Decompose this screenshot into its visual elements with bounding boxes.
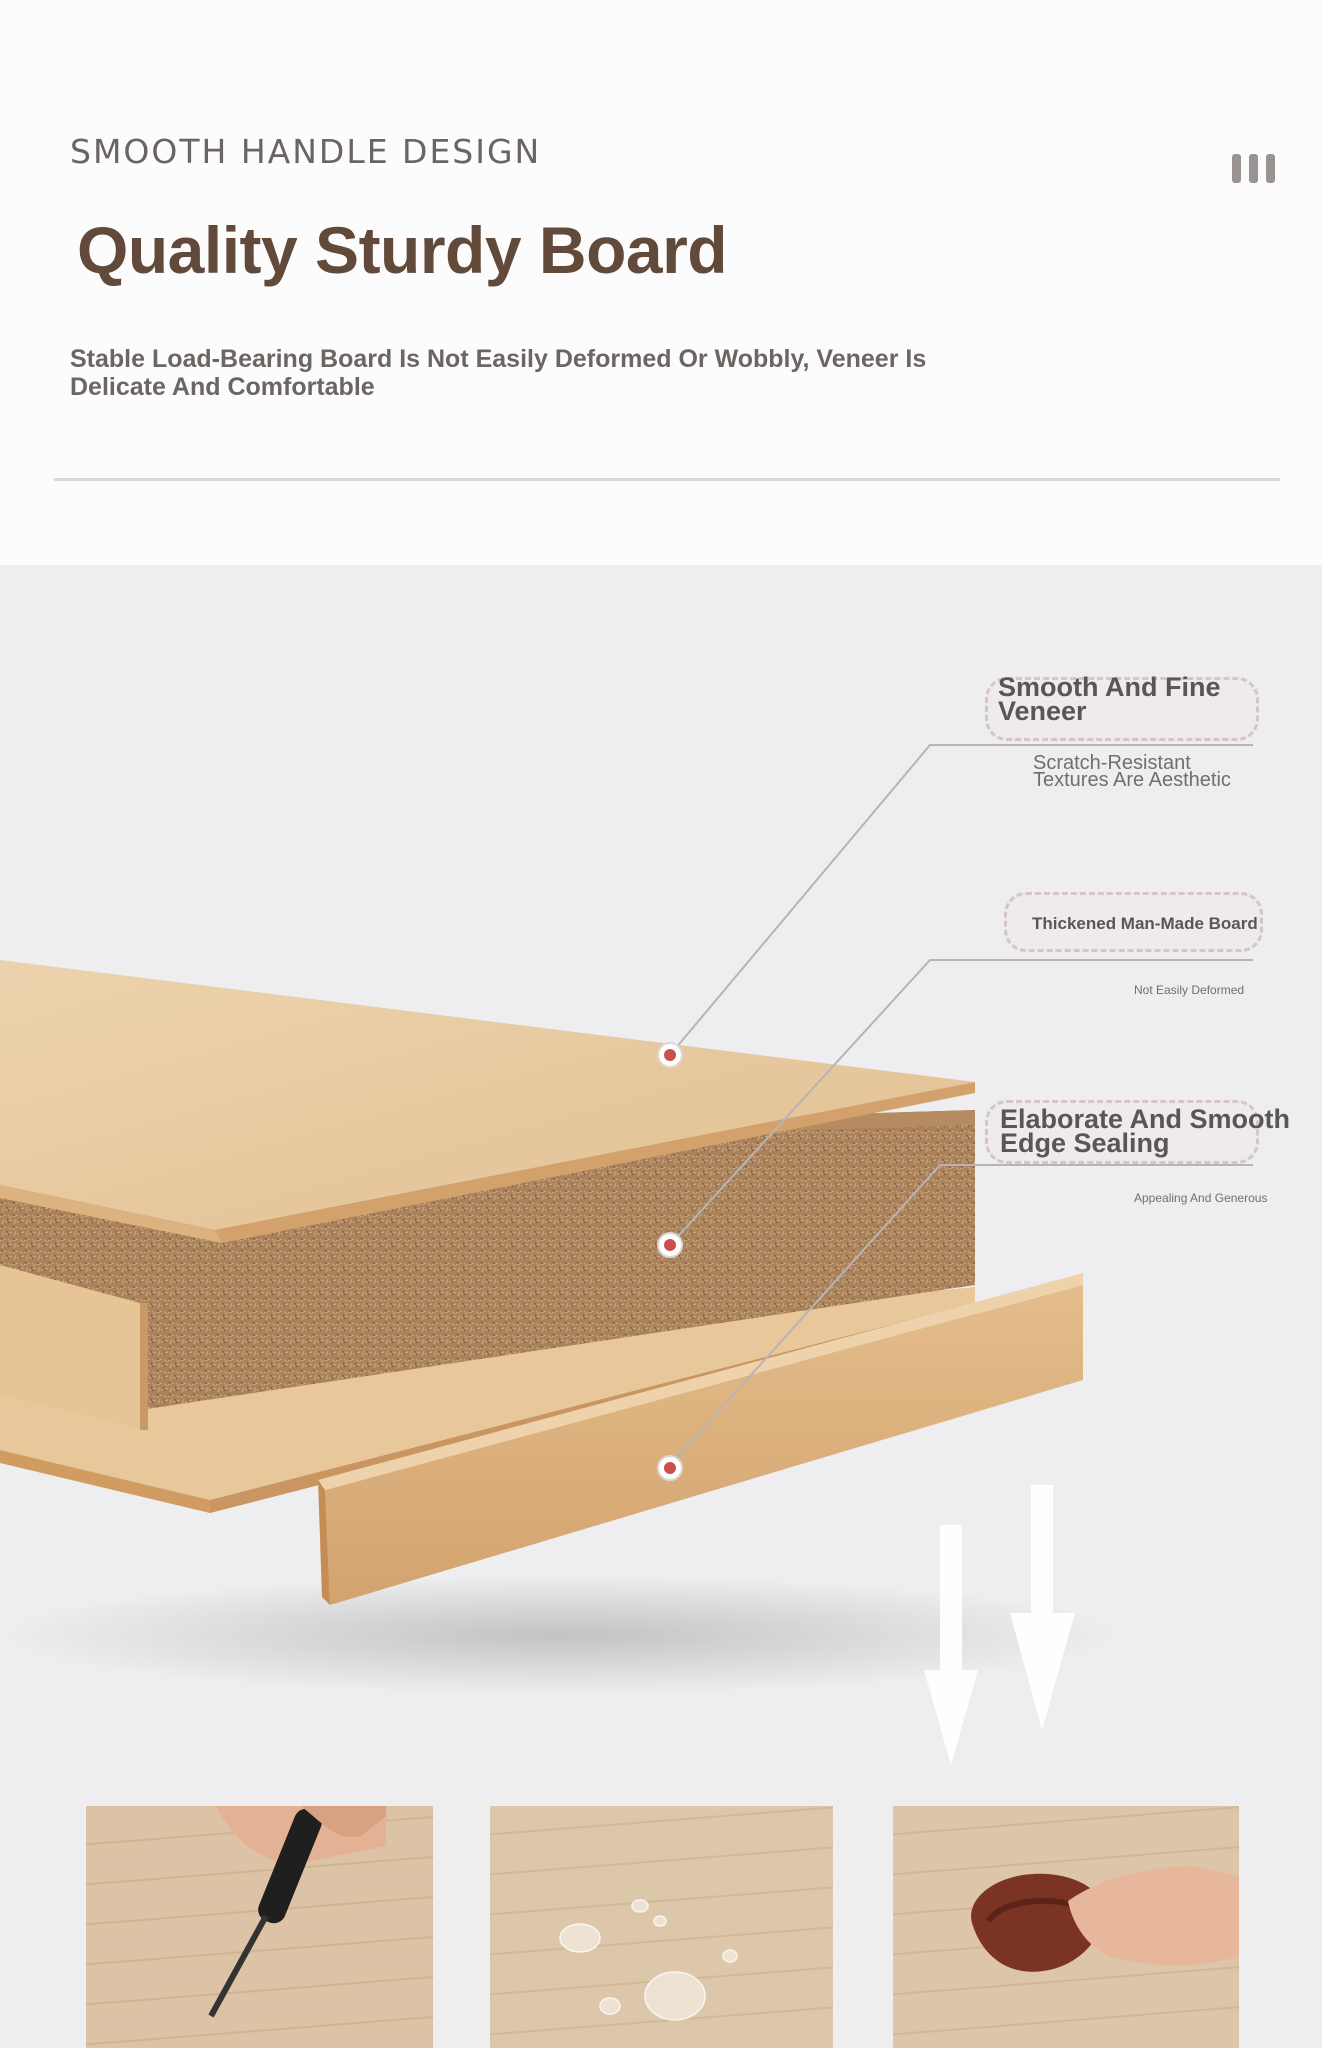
- thumbnail-scratch: [86, 1806, 433, 2048]
- divider: [54, 478, 1280, 481]
- marker-veneer-icon: [658, 1043, 682, 1067]
- thumbnail-cloth: [893, 1806, 1239, 2048]
- thumbnail-water: [490, 1806, 833, 2048]
- water-drops-icon: [490, 1806, 833, 2048]
- callout-title: Smooth And Fine Veneer: [998, 672, 1221, 726]
- callout-title: Thickened Man-Made Board: [1032, 914, 1258, 933]
- bars-icon: [1232, 154, 1275, 183]
- marker-board-icon: [658, 1233, 682, 1257]
- marker-edge-icon: [658, 1456, 682, 1480]
- callout-title: Elaborate And Smooth Edge Sealing: [1000, 1104, 1291, 1158]
- page-title: Quality Sturdy Board: [77, 213, 728, 287]
- scratch-test-icon: [86, 1806, 433, 2048]
- cloth-wipe-icon: [893, 1806, 1239, 2048]
- kicker-text: SMOOTH HANDLE DESIGN: [70, 132, 542, 171]
- page-subtitle: Stable Load-Bearing Board Is Not Easily Deformed Or Wobbly, Veneer Is Delicate And Comfortable: [70, 345, 927, 401]
- header-section: [0, 0, 1322, 565]
- callout-description: Scratch-Resistant Textures Are Aesthetic: [1033, 752, 1231, 791]
- callout-description: Not Easily Deformed: [1134, 983, 1245, 997]
- callout-description: Appealing And Generous: [1134, 1191, 1268, 1205]
